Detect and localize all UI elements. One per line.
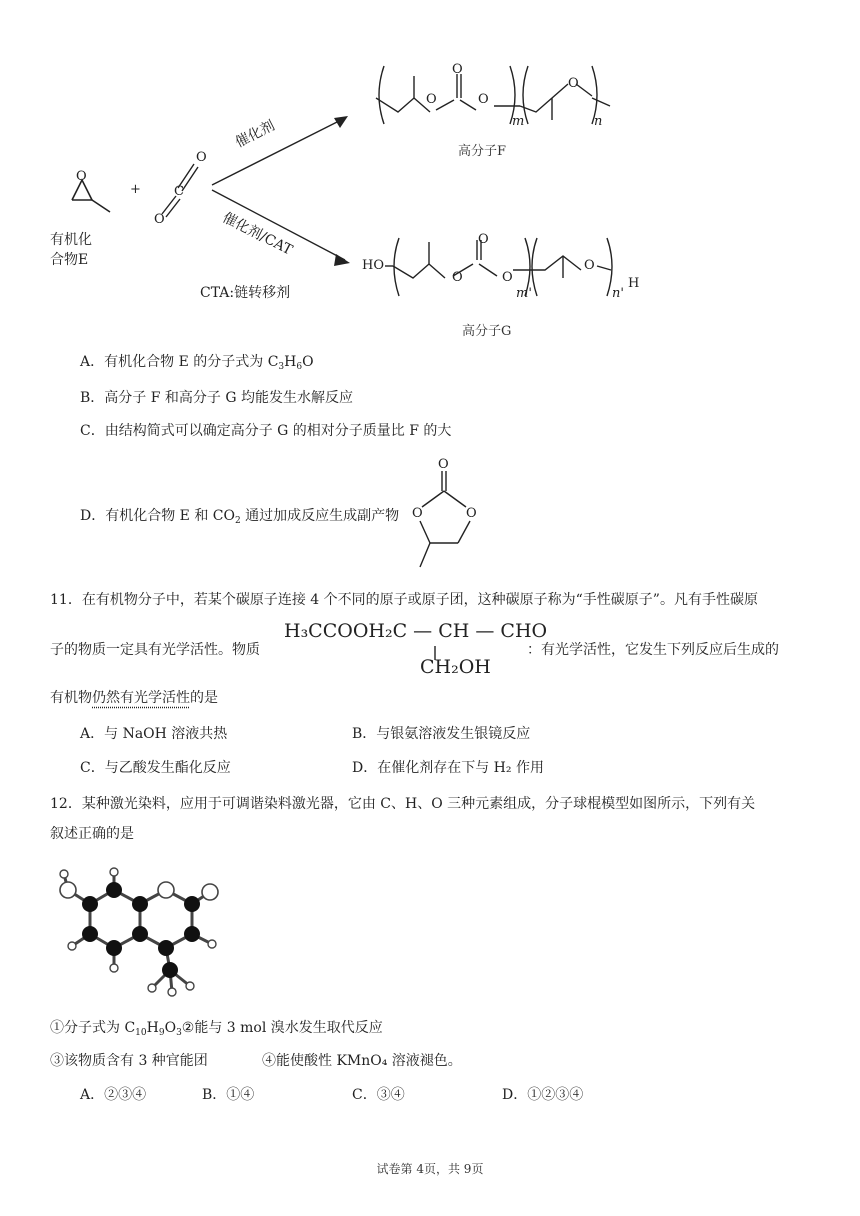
q10-option-d[interactable]: D．有机化合物 E 和 $CO_2$ 通过加成反应生成副产物	[80, 508, 400, 526]
q10-option-b[interactable]: B．高分子 F 和高分子 G 均能发生水解反应	[80, 390, 353, 406]
catalyst-label-top: 催化剂	[232, 117, 278, 152]
compound-e-label-2: 合物E	[50, 252, 89, 268]
q12-option-a[interactable]: A．②③④	[80, 1087, 147, 1103]
q12-option-d[interactable]: D．①②③④	[502, 1087, 584, 1103]
polymer-f-structure	[370, 60, 620, 140]
epoxide-oxygen: O	[76, 169, 87, 184]
q12-statements-1-2: ①分子式为 $C_{10}H_9O_3②$能与 3 mol 溴水发生取代反应	[50, 1020, 383, 1038]
polymer-g-sub-m: m'	[516, 286, 532, 301]
polymer-f-o2: O	[452, 62, 463, 77]
ball-and-stick-model	[52, 860, 232, 1000]
polymer-g-sub-n: n'	[612, 286, 624, 301]
co2-oxygen-top: O	[196, 150, 207, 165]
q11-option-a[interactable]: A．与 NaOH 溶液共热	[80, 726, 228, 742]
polymer-f-label: 高分子F	[458, 144, 507, 159]
q10-option-c[interactable]: C．由结构简式可以确定高分子 G 的相对分子质量比 F 的大	[80, 423, 452, 439]
q11-line1: 11．在有机物分子中，若某个碳原子连接 4 个不同的原子或原子团，这种碳原子称为“手性碳原子”。凡有手性碳原	[50, 592, 758, 608]
polymer-g-ho: HO	[362, 258, 384, 273]
q10-option-a[interactable]: A．有机化合物 E 的分子式为 $C_3H_6O$	[80, 354, 314, 372]
q11-option-c[interactable]: C．与乙酸发生酯化反应	[80, 760, 231, 776]
polymer-g-label: 高分子G	[462, 324, 512, 339]
carbonate-o-left: O	[412, 506, 423, 521]
carbonate-o-top: O	[438, 457, 449, 472]
polymer-f-sub-n: n	[594, 114, 603, 129]
polymer-g-structure	[385, 230, 645, 310]
q11-option-b[interactable]: B．与银氨溶液发生银镜反应	[352, 726, 531, 742]
polymer-g-o2: O	[478, 232, 489, 247]
q12-statement-4: ④能使酸性 KMnO₄ 溶液褪色。	[262, 1053, 462, 1069]
q12-statement-3: ③该物质含有 3 种官能团	[50, 1053, 208, 1069]
q11-formula-main: H₃CCOOH₂C — CH — CHO	[284, 620, 548, 642]
polymer-g-o3: O	[502, 270, 513, 285]
q11-line2-pre: 子的物质一定具有光学活性。物质	[50, 642, 260, 658]
polymer-f-o3: O	[478, 92, 489, 107]
co2-oxygen-bottom: O	[154, 212, 165, 227]
polymer-f-sub-m: m	[512, 114, 525, 129]
q11-line2-post: ：有光学活性，它发生下列反应后生成的	[527, 642, 779, 658]
q11-formula-branch: CH₂OH	[420, 656, 491, 678]
plus-sign: +	[130, 182, 141, 197]
carbonate-o-right: O	[466, 506, 477, 521]
q11-line3: 有机物仍然有光学活性的是	[50, 690, 218, 706]
q12-option-c[interactable]: C．③④	[352, 1087, 405, 1103]
polymer-f-o4: O	[568, 76, 579, 91]
cta-note: CTA:链转移剂	[200, 285, 291, 301]
polymer-g-o4: O	[584, 258, 595, 273]
compound-e-label-1: 有机化	[50, 232, 92, 248]
q12-option-b[interactable]: B．①④	[202, 1087, 255, 1103]
polymer-g-o1: O	[452, 270, 463, 285]
page-footer: 试卷第 4页，共 9页	[376, 1162, 484, 1176]
polymer-f-o1: O	[426, 92, 437, 107]
catalyst-label-bottom: 催化剂/CAT	[219, 209, 295, 259]
q12-line2: 叙述正确的是	[50, 826, 134, 842]
q11-option-d[interactable]: D．在催化剂存在下与 H₂ 作用	[352, 760, 544, 776]
q12-line1: 12．某种激光染料，应用于可调谐染料激光器，它由 C、H、O 三种元素组成，分子球棍模型如图所示，下列有关	[50, 796, 756, 812]
co2-carbon: C	[174, 184, 184, 199]
polymer-g-h: H	[628, 276, 640, 291]
